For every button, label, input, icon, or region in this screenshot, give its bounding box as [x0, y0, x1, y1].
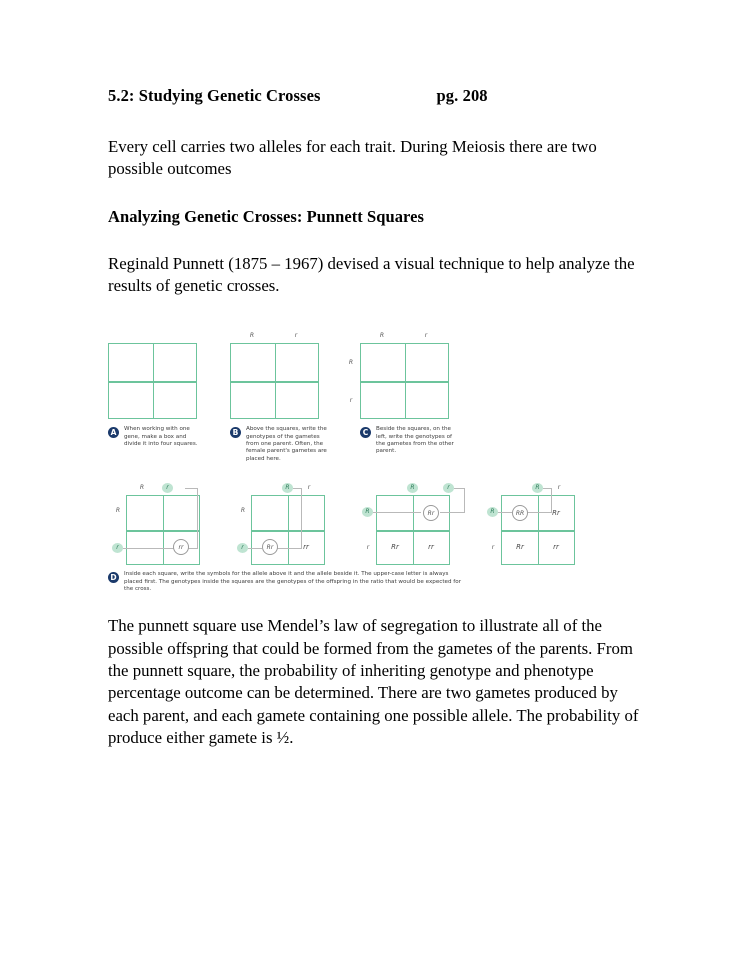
- row-label: R: [348, 359, 354, 367]
- punnett-grid-b: [230, 343, 319, 419]
- row-label: r: [366, 544, 370, 552]
- document-content: [108, 86, 642, 775]
- figure-panel-b: [230, 332, 319, 419]
- row-label: r: [491, 544, 495, 552]
- page-title: 5.2: Studying Genetic Crosses: [108, 86, 321, 105]
- grid-cell: [361, 344, 405, 381]
- grid-cell: Rr: [552, 509, 560, 518]
- panel-caption-d: Inside each square, write the symbols for the allele above it and the allele beside it. The upper-case letter is always placed first. The genotypes inside the squares are the genotypes of the offspring in the ratio that would be expected for the cross.: [124, 571, 461, 593]
- grid-cell-circled: Rr: [262, 539, 278, 555]
- grid-cell: [288, 496, 324, 530]
- punnett-grid-c: [360, 343, 449, 419]
- punnett-grid-d2: [251, 495, 325, 565]
- punnett-grid-d1: [126, 495, 200, 565]
- row-label: r: [349, 397, 353, 405]
- grid-cell: [405, 381, 449, 418]
- grid-cell: [231, 381, 275, 418]
- document-header: [108, 86, 642, 106]
- grid-cell-circled: rr: [173, 539, 189, 555]
- grid-cell: [231, 344, 275, 381]
- intro-paragraph: Every cell carries two alleles for each trait. During Meiosis there are two possible outcomes: [108, 137, 597, 179]
- row-label-highlighted: r: [112, 543, 123, 553]
- column-label: R: [139, 484, 145, 492]
- panel-badge-d: D: [108, 572, 119, 583]
- grid-cell: [109, 344, 153, 381]
- grid-cell: [252, 530, 288, 564]
- grid-cell: [127, 496, 163, 530]
- row-label: R: [115, 507, 121, 515]
- punnett-intro-paragraph: Reginald Punnett (1875 – 1967) devised a visual technique to help analyze the results of genetic crosses.: [108, 253, 635, 295]
- panel-badge-a: A: [108, 427, 119, 438]
- page-reference: pg. 208: [436, 86, 488, 105]
- connector-line: [464, 488, 465, 512]
- row-label-highlighted: r: [237, 543, 248, 553]
- grid-cell: rr: [428, 543, 434, 552]
- column-label: r: [294, 332, 298, 340]
- grid-cell: Rr: [391, 543, 399, 552]
- panel-badge-b: B: [230, 427, 241, 438]
- grid-cell: [413, 496, 449, 530]
- column-label-highlighted: R: [532, 483, 543, 493]
- grid-cell: rr: [553, 543, 559, 552]
- grid-cell: rr: [303, 543, 309, 552]
- column-label: r: [307, 484, 311, 492]
- figure-panel-c: [348, 332, 449, 419]
- row-label: R: [240, 507, 246, 515]
- closing-paragraph: The punnett square use Mendel’s law of segregation to illustrate all of the possible offspring that could be formed from the gametes of the parents. From the punnett square, the probability of inheriting genotype and phenotype percentage outcome can be determined. There are two gametes produced by each parent, and each gamete containing one possible allele. The probability of produce either gamete is ½.: [108, 616, 639, 747]
- column-label-highlighted: R: [282, 483, 293, 493]
- figure-panel-d4: [490, 484, 575, 565]
- panel-caption-b: Above the squares, write the genotypes of the gametes from one parent. Often, the female parent's gametes are placed here.: [246, 426, 327, 462]
- figure-panel-a: [108, 343, 197, 419]
- column-label: R: [379, 332, 385, 340]
- panel-caption-c: Beside the squares, on the left, write the genotypes of the gametes from the other parent.: [376, 426, 454, 455]
- section-subheading: Analyzing Genetic Crosses: Punnett Squares: [108, 206, 424, 226]
- grid-cell: [377, 496, 413, 530]
- figure-panel-d1: [115, 484, 200, 565]
- grid-cell-circled: Rr: [423, 505, 439, 521]
- column-label-highlighted: r: [162, 483, 173, 493]
- column-label-highlighted: R: [407, 483, 418, 493]
- row-label-highlighted: R: [487, 507, 498, 517]
- column-label: R: [249, 332, 255, 340]
- grid-cell: Rr: [516, 543, 524, 552]
- grid-cell: [361, 381, 405, 418]
- grid-cell: [502, 496, 538, 530]
- figure-panel-d2: [240, 484, 325, 565]
- row-label-highlighted: R: [362, 507, 373, 517]
- grid-cell: [405, 344, 449, 381]
- grid-cell: [163, 530, 199, 564]
- grid-cell: [163, 496, 199, 530]
- grid-cell: [153, 381, 197, 418]
- grid-cell-circled: RR: [512, 505, 528, 521]
- grid-cell: [109, 381, 153, 418]
- grid-cell: [275, 381, 319, 418]
- panel-badge-c: C: [360, 427, 371, 438]
- punnett-grid-d4: [501, 495, 575, 565]
- punnett-grid-a: [108, 343, 197, 419]
- grid-cell: [153, 344, 197, 381]
- grid-cell: [275, 344, 319, 381]
- column-label: r: [424, 332, 428, 340]
- column-label-highlighted: r: [443, 483, 454, 493]
- punnett-square-figure: [108, 323, 642, 593]
- column-label: r: [557, 484, 561, 492]
- grid-cell: [127, 530, 163, 564]
- punnett-grid-d3: [376, 495, 450, 565]
- grid-cell: [252, 496, 288, 530]
- figure-panel-d3: [365, 484, 450, 565]
- panel-caption-a: When working with one gene, make a box and divide it into four squares.: [124, 426, 198, 448]
